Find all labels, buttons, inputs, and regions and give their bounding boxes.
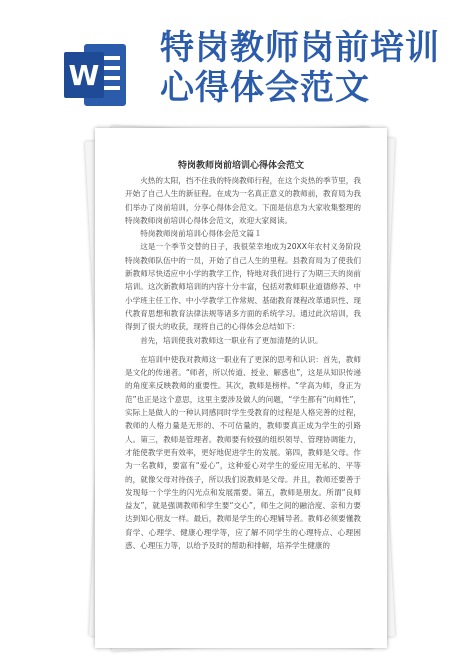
paragraph: 这是一个季节交替的日子，我很荣幸地成为20XX年农村义务阶段特岗教师队伍中的一员，开始了自己人生的里程。县教育局为了使我们新教师尽快适应中小学的教学工作，特地对我们进行了为期三天的岗前培训。这次新教师培训的内容十分丰富，包括对教师职业道德修养、中小学班主任工作、中小学教学工作常规、基础教育课程改革通识性、现代教育思想和教育法律法规等诸多方面的系统学习。通过此次培训，我得到了很大的收获，现将自己的心得体会总结如下： (125, 242, 361, 332)
paragraph: 在培训中使我对教师这一职业有了更深的思考和认识：首先，教师是文化的传递者。“师者，所以传道、授业、解惑也”，这是从知识传递的角度来反映教师的重要性。其次，教师是榜样。“学高为师，身正为范”也正是这个意思，这里主要涉及做人的问题，“学生都有“向师性”，实际上是做人的一种认同感同时学生受教育的过程是人格完善的过程，教师的人格力量是无形的、不可估量的，教师要真正成为学生的引路人。第三，教师是管理者。教师要有较强的组织领导、管理协调能力，才能使教学更有效率，更好地促进学生的发展。第四，教师是父母。作为一名教师，要富有“爱心”，这种爱心对学生的爱应用无私的、平等的，就像父母对待孩子，所以我们说教师是父母。并且，教师还要善于发现每一个学生的闪光点和发展需要。第五，教师是朋友。所谓“良师益友”，就是强调教师和学生要“交心”，师生之间的融洽度、亲和力要达到知心朋友一样。最后，教师是学生的心理辅导者。教师必须要懂教育学、心理学、健康心理学等，应了解不同学生的心理特点、心理困惑、心理压力等，以给予及时的帮助和排解，培养学生健康的 (125, 354, 361, 551)
paragraph: 火热的太阳，挡不住我的特岗教师行程，在这个炎热的季节里，我开始了自己人生的新征程。在成为一名真正意义的教师前，教育局为我们举办了岗前培训，分享心得体会范文。下面是信息为大家收集整理的特岗教师岗前培训心得体会范文，欢迎大家阅读。 (125, 176, 361, 225)
document-title: 特岗教师岗前培训心得体会范文 (177, 161, 304, 171)
paragraph: 首先，培训使我对教师这一职业有了更加清楚的认识。 (140, 335, 323, 345)
document-body (125, 174, 361, 552)
banner-title-line2: 心得体会范文 (160, 68, 370, 108)
section-heading: 特岗教师岗前培训心得体会范文篇１ (140, 229, 262, 239)
banner-title-line1: 特岗教师岗前培训 (160, 28, 440, 68)
document-page (95, 128, 387, 648)
word-letter: W (68, 59, 100, 92)
